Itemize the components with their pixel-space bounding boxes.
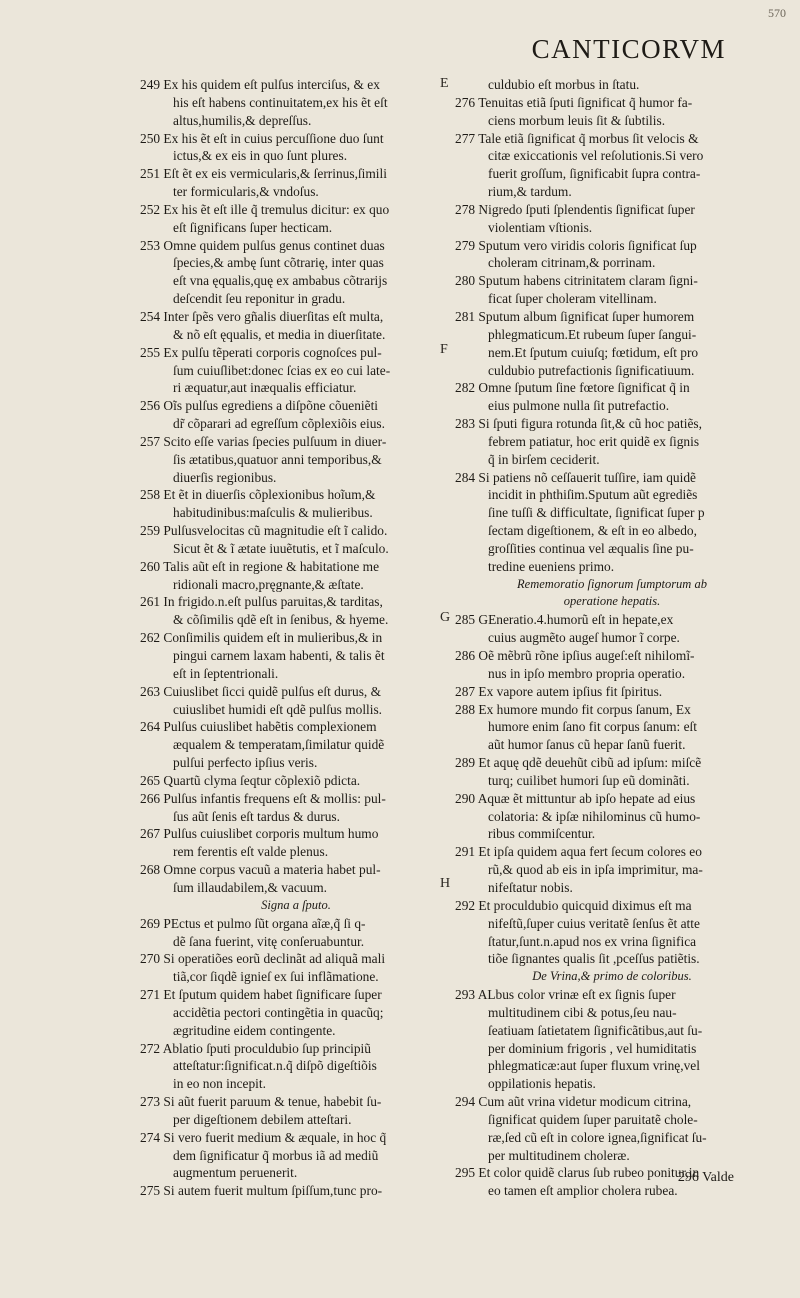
numbered-paragraph-line: 289 Et aquę qdẽ deuehũt cibũ ad ipſum: miſcẽ bbox=[455, 755, 702, 771]
text-line: ter formicularis,& vndoſus. bbox=[173, 184, 319, 200]
text-line: q̃ in birſem ceciderit. bbox=[488, 451, 600, 467]
text-line: ſpecies,& ambę ſunt cõtrarię, inter quas bbox=[173, 255, 384, 271]
numbered-paragraph-line: 272 Ablatio ſputi proculdubio ſup principiũ bbox=[140, 1040, 371, 1056]
numbered-paragraph-line: 271 Et ſputum quidem habet ſignificare ſuper bbox=[140, 987, 382, 1003]
text-line: altus,humilis,& depreſſus. bbox=[173, 112, 312, 128]
numbered-paragraph-line: 275 Si autem fuerit multum ſpiſſum,tunc pro- bbox=[140, 1183, 383, 1199]
text-line: ri æquatur,aut inæqualis efficiatur. bbox=[173, 380, 357, 396]
text-line: aũt humor ſanus cũ hepar ſanũ fuerit. bbox=[488, 737, 686, 753]
numbered-paragraph-line: 270 Si operatiões eorũ declinãt ad aliquã mali bbox=[140, 951, 386, 967]
text-line: dẽ ſana fuerint, vitę conſeruabuntur. bbox=[173, 933, 365, 949]
numbered-paragraph-line: 269 PEctus et pulmo ſũt organa aĩæ,q̃ ſi q- bbox=[140, 915, 366, 931]
text-line: in eo non incepit. bbox=[173, 1076, 266, 1092]
text-line: fuerit groſſum, ſignificabit ſupra contra- bbox=[488, 166, 701, 182]
section-heading: De Vrina,& primo de coloribus. bbox=[532, 969, 692, 984]
text-line: ſum cuiuſlibet:donec ſcias ex eo cui late- bbox=[173, 362, 391, 378]
text-line: cuius augmẽto augeſ humor ĩ corpe. bbox=[488, 630, 680, 646]
numbered-paragraph-line: 292 Et proculdubio quicquid diximus eſt ma bbox=[455, 897, 692, 913]
section-heading: Rememoratio ſignorum ſumptorum ab bbox=[517, 576, 707, 591]
margin-letter-g: G bbox=[440, 610, 451, 625]
text-line: nifeſtatur nobis. bbox=[488, 879, 573, 895]
numbered-paragraph-line: 259 Pulſusvelocitas cũ magnitudie eſt ĩ calido. bbox=[140, 523, 388, 539]
text-line: & nõ eſt ęqualis, et media in diuerſitate. bbox=[173, 326, 386, 342]
numbered-paragraph-line: 260 Talis aũt eſt in regione & habitatione me bbox=[140, 558, 380, 574]
text-line: ſtatur,ſunt.n.apud nos ex vrina ſignifica bbox=[488, 933, 697, 949]
text-line: humore enim ſano fit corpus ſanum: eſt bbox=[488, 719, 697, 735]
numbered-paragraph-line: 254 Inter ſpẽs vero gñalis diuerſitas eſt multa, bbox=[140, 308, 384, 324]
numbered-paragraph-line: 256 Oĩs pulſus egrediens a diſpõne cõueniẽti bbox=[140, 398, 379, 414]
text-line: phlegmaticæ:aut ſuper fluxum vrinę,vel bbox=[488, 1058, 700, 1074]
text-line: febrem patiatur, hoc erit quidẽ ex ſignis bbox=[488, 433, 700, 449]
text-line: rũ,& quod ab eis in ipſa imprimitur, ma- bbox=[488, 862, 703, 878]
text-line: ſum illaudabilem,& vacuum. bbox=[173, 879, 327, 895]
numbered-paragraph-line: 290 Aquæ ẽt mittuntur ab ipſo hepate ad eius bbox=[455, 790, 696, 806]
numbered-paragraph-line: 276 Tenuitas etiã ſputi ſignificat q̃ humor fa- bbox=[455, 94, 693, 110]
right-column bbox=[455, 76, 769, 1200]
text-line: eo tamen eſt amplior cholera rubea. bbox=[488, 1183, 678, 1199]
section-heading: Signa a ſputo. bbox=[261, 897, 331, 912]
text-line: æqualem & temperatam,ſimilatur quidẽ bbox=[173, 737, 385, 753]
margin-letter-e: E bbox=[440, 76, 449, 91]
numbered-paragraph-line: 294 Cum aũt vrina videtur modicum citrina, bbox=[455, 1094, 692, 1110]
text-line: Sicut ẽt & ĩ ætate iuuẽtutis, et ĩ maſculo. bbox=[173, 540, 389, 556]
text-line: tiã,cor ſiqdẽ ignieſ ex ſui inflãmatione. bbox=[173, 969, 379, 985]
running-head: CANTICORVM bbox=[531, 34, 726, 64]
numbered-paragraph-line: 291 Et ipſa quidem aqua fert ſecum colores eo bbox=[455, 844, 702, 860]
text-line: tiõe ſignantes qualis ſit ,pceſſus patiẽtis. bbox=[488, 951, 700, 967]
text-line: citæ exiccationis vel reſolutionis.Si vero bbox=[488, 148, 704, 164]
numbered-paragraph-line: 295 Et color quidẽ clarus ſub rubeo ponitur,in bbox=[455, 1165, 700, 1181]
text-line: nem.Et ſputum cuiuſq; fœtidum, eſt pro bbox=[488, 344, 699, 360]
text-line: pulſui perfecto ipſius veris. bbox=[173, 755, 318, 771]
text-line: ficat ſuper choleram vitellinam. bbox=[488, 291, 657, 307]
text-line: eſt ſignificans ſuper hecticam. bbox=[173, 219, 333, 235]
text-line: ribus commiſcentur. bbox=[488, 826, 596, 842]
numbered-paragraph-line: 255 Ex pulſu tẽperati corporis cognoſces pul- bbox=[140, 344, 382, 360]
numbered-paragraph-line: 265 Quartũ clyma ſeqtur cõplexiõ pdicta. bbox=[140, 772, 361, 788]
numbered-paragraph-line: 277 Tale etiã ſignificat q̃ morbus ſit velocis & bbox=[455, 130, 699, 146]
text-line: per dominium frigoris , vel humiditatis bbox=[488, 1040, 697, 1056]
numbered-paragraph-line: 251 Eſt ẽt ex eis vermicularis,& ſerrinus,ſimili bbox=[140, 166, 387, 182]
numbered-paragraph-line: 273 Si aũt fuerit paruum & tenue, habebit ſu- bbox=[140, 1094, 382, 1110]
text-line: deſcendit ſeu reponitur in gradu. bbox=[173, 291, 346, 307]
text-line: culdubio eſt morbus in ſtatu. bbox=[488, 77, 640, 92]
numbered-paragraph-line: 286 Oẽ mẽbrũ rõne ipſius augeſ:eſt nihilomĩ- bbox=[455, 648, 695, 663]
numbered-paragraph-line: 252 Ex his ẽt eſt ille q̃ tremulus dicitur: ex quo bbox=[140, 201, 390, 217]
numbered-paragraph-line: 253 Omne quidem pulſus genus continet duas bbox=[140, 237, 385, 253]
margin-letter-f: F bbox=[440, 342, 448, 357]
numbered-paragraph-line: 258 Et ẽt in diuerſis cõplexionibus hoĩum,& bbox=[140, 487, 376, 503]
catchword: 296 Valde bbox=[677, 1170, 734, 1185]
text-line: & cõſimilis qdẽ eſt in ſenibus, & hyeme. bbox=[173, 612, 389, 628]
text-line: eſt in ſeptentrionali. bbox=[173, 665, 279, 681]
numbered-paragraph-line: 266 Pulſus infantis frequens eſt & mollis: pul- bbox=[140, 790, 386, 806]
text-line: ræ,ſed cũ eſt in colore ignea,ſignificat ſu- bbox=[488, 1129, 707, 1145]
text-line: colatoria: & ipſæ nihilominus cũ humo- bbox=[488, 808, 701, 824]
text-line: culdubio putrefactionis ſignificatiuum. bbox=[488, 362, 695, 378]
numbered-paragraph-line: 257 Scito eſſe varias ſpecies pulſuum in diuer- bbox=[140, 433, 387, 449]
margin-letter-h: H bbox=[440, 876, 451, 891]
numbered-paragraph-line: 249 Ex his quidem eſt pulſus interciſus, & ex bbox=[140, 77, 380, 92]
text-line: ciens morbum leuis ſit & ſubtilis. bbox=[488, 112, 666, 128]
text-line: ridionali macro,pręgnante,& æſtate. bbox=[173, 576, 364, 592]
numbered-paragraph-line: 267 Pulſus cuiuslibet corporis multum humo bbox=[140, 826, 379, 842]
text-line: ſectam digeſtionem, & eſt in eo albedo, bbox=[488, 523, 697, 539]
numbered-paragraph-line: 263 Cuiuslibet ſicci quidẽ pulſus eſt durus, & bbox=[140, 683, 382, 699]
numbered-paragraph-line: 284 Si patiens nõ ceſſauerit tuſſire, iam quidẽ bbox=[455, 469, 696, 485]
numbered-paragraph-line: 288 Ex humore mundo fit corpus ſanum, Ex bbox=[455, 701, 691, 717]
numbered-paragraph-line: 285 GEneratio.4.humorũ eſt in hepate,ex bbox=[455, 612, 674, 628]
text-line: atteſtatur:ſignificat.n.q̃ diſpõ digeſtiõis bbox=[173, 1058, 377, 1074]
text-line: violentiam vſtionis. bbox=[488, 219, 593, 235]
folio-edge-number: 570 bbox=[768, 6, 786, 20]
text-line: nus in ipſo membro propria operatio. bbox=[488, 665, 686, 681]
numbered-paragraph-line: 282 Omne ſputum ſine fœtore ſignificat q̃ in bbox=[455, 380, 690, 396]
numbered-paragraph-line: 262 Conſimilis quidem eſt in mulieribus,& in bbox=[140, 630, 383, 646]
text-line: accidẽtia pectori contingẽtia in quacũq; bbox=[173, 1004, 384, 1020]
text-line: ægritudine eidem contingente. bbox=[173, 1022, 336, 1038]
text-line: cuiuslibet humidi eſt qdẽ pulſus mollis. bbox=[173, 701, 383, 717]
numbered-paragraph-line: 283 Si ſputi figura rotunda ſit,& cũ hoc patiẽs, bbox=[455, 416, 702, 432]
left-column bbox=[140, 76, 452, 1200]
numbered-paragraph-line: 279 Sputum vero viridis coloris ſignificat ſup bbox=[455, 237, 697, 253]
text-line: oppilationis hepatis. bbox=[488, 1076, 596, 1092]
numbered-paragraph-line: 287 Ex vapore autem ipſius fit ſpiritus. bbox=[455, 683, 663, 699]
text-line: tredine eueniens primo. bbox=[488, 558, 615, 574]
numbered-paragraph-line: 278 Nigredo ſputi ſplendentis ſignificat ſuper bbox=[455, 201, 695, 217]
text-line: dem ſignificatur q̃ morbus iã ad mediũ bbox=[173, 1147, 379, 1163]
numbered-paragraph-line: 281 Sputum album ſignificat ſuper humorem bbox=[455, 308, 695, 324]
text-line: ſignificat quidem ſuper paruitatẽ chole- bbox=[488, 1111, 698, 1127]
text-line: his eſt habens continuitatem,ex his ẽt eſt bbox=[173, 94, 388, 110]
text-line: pingui carnem laxam habenti, & talis ẽt bbox=[173, 648, 385, 663]
text-line: diuerſis regionibus. bbox=[173, 469, 277, 485]
text-line: ſine tuſſi & difficultate, ſignificat ſuper p bbox=[488, 505, 705, 521]
text-line: augmentum peruenerit. bbox=[173, 1165, 298, 1181]
text-line: turq; cuilibet humori ſup eũ dominãti. bbox=[488, 772, 690, 788]
section-heading: operatione hepatis. bbox=[563, 594, 661, 609]
text-line: eſt vna ęqualis,quę ex ambabus cõtrarijs bbox=[173, 273, 388, 289]
text-line: per digeſtionem debilem atteſtari. bbox=[173, 1111, 352, 1127]
text-line: eius pulmone nulla ſit putrefactio. bbox=[488, 398, 670, 414]
text-line: rium,& tardum. bbox=[488, 184, 572, 200]
numbered-paragraph-line: 293 ALbus color vrinæ eſt ex ſignis ſuper bbox=[455, 987, 676, 1003]
numbered-paragraph-line: 280 Sputum habens citrinitatem claram ſigni- bbox=[455, 273, 698, 289]
text-line: nifeſtũ,ſuper cuius veritatẽ ſenſus ẽt atte bbox=[488, 915, 700, 931]
text-line: ictus,& ex eis in quo ſunt plures. bbox=[173, 148, 348, 164]
text-line: per multitudinem choleræ. bbox=[488, 1147, 630, 1163]
text-line: groſſities continua vel æqualis ſine pu- bbox=[488, 540, 694, 556]
text-line: ſis ætatibus,quatuor anni temporibus,& bbox=[173, 451, 382, 467]
text-line: multitudinem cibi & potus,ſeu nau- bbox=[488, 1004, 677, 1020]
text-line: phlegmaticum.Et rubeum ſuper ſangui- bbox=[488, 326, 697, 342]
numbered-paragraph-line: 261 In frigido.n.eſt pulſus paruitas,& tarditas, bbox=[140, 594, 383, 610]
numbered-paragraph-line: 268 Omne corpus vacuũ a materia habet pul- bbox=[140, 862, 381, 878]
text-line: habitudinibus:maſculis & mulieribus. bbox=[173, 505, 373, 521]
text-line: ſeatiuam ſatietatem ſignificãtibus,aut ſu- bbox=[488, 1022, 703, 1038]
text-line: choleram citrinam,& porrinam. bbox=[488, 255, 656, 271]
numbered-paragraph-line: 250 Ex his ẽt eſt in cuius percuſſione duo ſunt bbox=[140, 130, 384, 146]
text-line: incidit in phthiſim.Sputum aũt egrediẽs bbox=[488, 487, 698, 503]
numbered-paragraph-line: 274 Si vero fuerit medium & æquale, in hoc q̃ bbox=[140, 1129, 387, 1145]
text-line: ſus aũt ſenis eſt tardus & durus. bbox=[173, 808, 340, 824]
numbered-paragraph-line: 264 Pulſus cuiuslibet habẽtis complexionem bbox=[140, 719, 377, 735]
text-line: dr̃ cõparari ad egreſſum cõplexiõis eius. bbox=[173, 416, 385, 432]
text-line: rem ferentis eſt valde plenus. bbox=[173, 844, 329, 860]
